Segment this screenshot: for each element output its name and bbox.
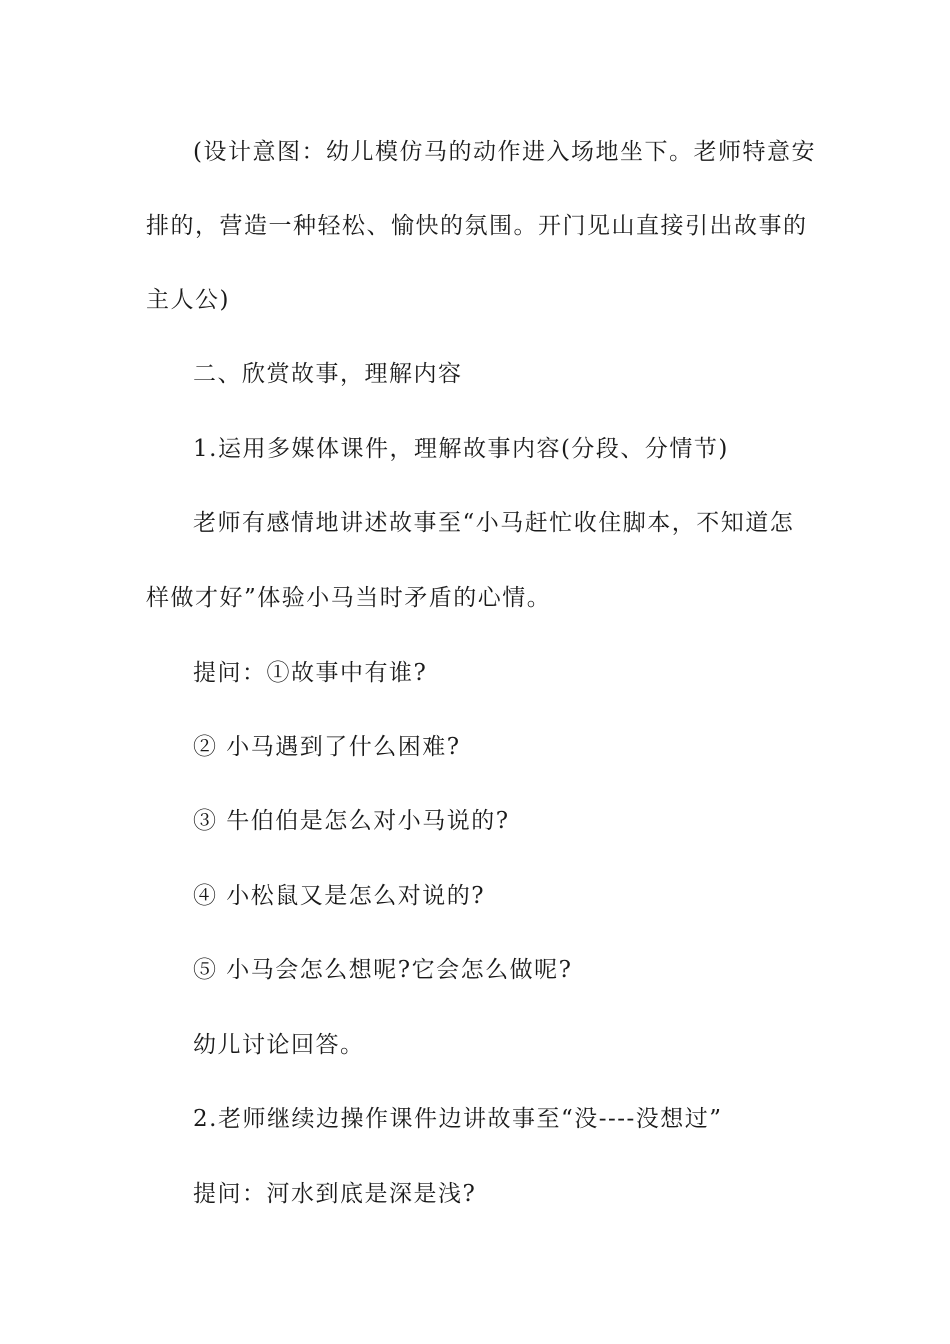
question-3: ③ 牛伯伯是怎么对小马说的? [193,808,510,834]
step-2-heading: 2.老师继续边操作课件边讲故事至“没----没想过” [193,1106,723,1132]
paragraph-design-intent-line-2: 排的，营造一种轻松、愉快的氛围。开门见山直接引出故事的 [146,213,808,239]
question-1: 提问：①故事中有谁? [193,660,428,686]
section-heading: 二、欣赏故事，理解内容 [193,361,463,387]
question-5: ⑤ 小马会怎么想呢?它会怎么做呢? [193,957,573,983]
question-2: ② 小马遇到了什么困难? [193,734,461,760]
paragraph-discussion: 幼儿讨论回答。 [193,1032,365,1058]
paragraph-design-intent-line-1: (设计意图：幼儿模仿马的动作进入场地坐下。老师特意安 [193,139,816,165]
question-river-depth: 提问：河水到底是深是浅? [193,1181,477,1207]
paragraph-design-intent-line-3: 主人公) [146,287,230,313]
paragraph-narration-line-1: 老师有感情地讲述故事至“小马赶忙收住脚本，不知道怎 [193,510,795,536]
question-4: ④ 小松鼠又是怎么对说的? [193,883,486,909]
step-1-heading: 1.运用多媒体课件，理解故事内容(分段、分情节) [193,436,729,462]
paragraph-narration-line-2: 样做才好”体验小马当时矛盾的心情。 [146,585,552,611]
